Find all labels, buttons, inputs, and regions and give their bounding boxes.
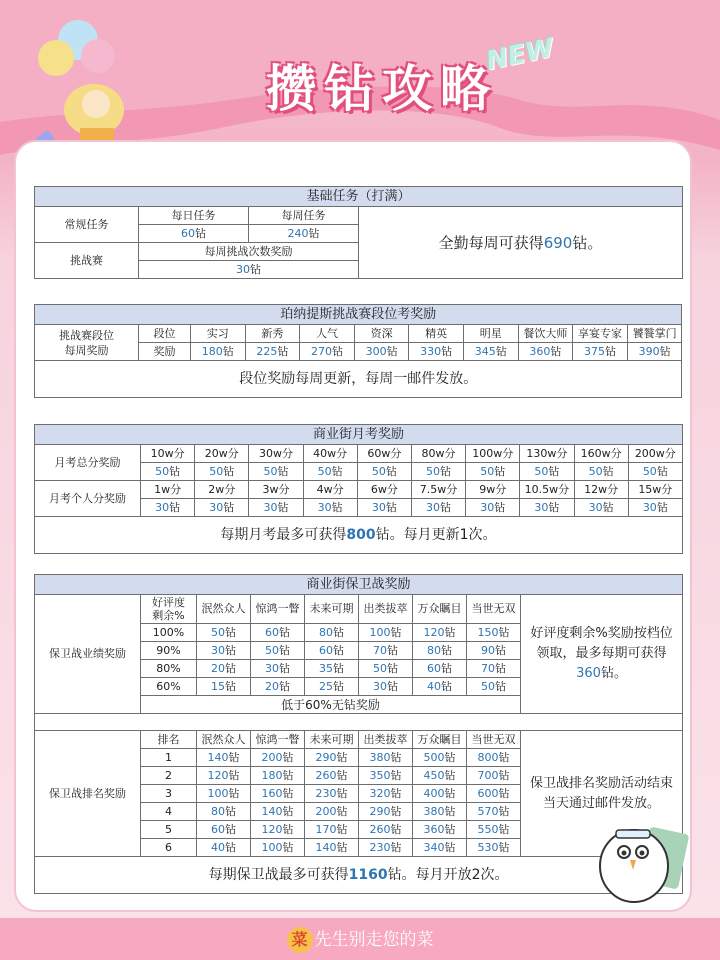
rank-col-label: 段位 (139, 325, 191, 343)
rank-reward: 200钻 (251, 749, 305, 767)
rank-reward: 380钻 (413, 803, 467, 821)
perf-reward: 60钻 (251, 624, 305, 642)
rank-reward: 360钻 (518, 343, 573, 361)
rank-reward: 530钻 (467, 839, 521, 857)
perf-reward: 70钻 (467, 660, 521, 678)
rank-reward: 390钻 (627, 343, 682, 361)
rank-reward: 80钻 (197, 803, 251, 821)
weekly-tasks-label: 每周任务 (249, 207, 359, 225)
rank-reward: 600钻 (467, 785, 521, 803)
personal-score: 6w分 (357, 481, 411, 499)
challenge-label: 挑战赛 (35, 243, 139, 279)
rank-reward: 140钻 (251, 803, 305, 821)
total-score: 20w分 (195, 445, 249, 463)
page-title: 攒钻攻略 (266, 60, 498, 118)
defense-rank-tier: 万众瞩目 (413, 731, 467, 749)
total-score: 80w分 (411, 445, 465, 463)
rank-reward: 400钻 (413, 785, 467, 803)
rank-tier: 餐饮大师 (518, 325, 573, 343)
total-score: 200w分 (628, 445, 682, 463)
rank-reward: 230钻 (359, 839, 413, 857)
new-tag: NEW (483, 33, 557, 77)
reward-col-label: 奖励 (139, 343, 191, 361)
rank-reward: 120钻 (251, 821, 305, 839)
personal-reward: 30钻 (466, 499, 520, 517)
total-reward: 50钻 (303, 463, 357, 481)
rank-reward: 180钻 (251, 767, 305, 785)
rank-reward: 230钻 (305, 785, 359, 803)
personal-score-label: 月考个人分奖励 (35, 481, 141, 517)
rank-reward: 345钻 (463, 343, 518, 361)
perf-reward: 80钻 (305, 624, 359, 642)
rank-reward: 350钻 (359, 767, 413, 785)
regular-tasks-label: 常规任务 (35, 207, 139, 243)
personal-reward: 30钻 (195, 499, 249, 517)
defense-rank-tier: 泯然众人 (197, 731, 251, 749)
perf-reward: 150钻 (467, 624, 521, 642)
defense-rank-tier: 惊鸿一瞥 (251, 731, 305, 749)
perf-reward: 25钻 (305, 678, 359, 696)
defense-heading: 商业街保卫战奖励 (35, 575, 683, 595)
rank-reward: 550钻 (467, 821, 521, 839)
total-score: 100w分 (466, 445, 520, 463)
personal-reward: 30钻 (411, 499, 465, 517)
perf-reward: 30钻 (251, 660, 305, 678)
basic-tasks-table (34, 186, 683, 279)
defense-tier: 当世无双 (467, 595, 521, 624)
total-score: 30w分 (249, 445, 303, 463)
basic-summary: 全勤每周可获得690钻。 (359, 207, 683, 279)
personal-score: 12w分 (574, 481, 628, 499)
perf-reward: 120钻 (413, 624, 467, 642)
personal-reward: 30钻 (249, 499, 303, 517)
perf-reward: 60钻 (305, 642, 359, 660)
defense-tier: 未来可期 (305, 595, 359, 624)
personal-score: 4w分 (303, 481, 357, 499)
monthly-exam-heading: 商业街月考奖励 (35, 425, 683, 445)
rate-header: 好评度 剩余% (141, 595, 197, 624)
defense-rank-tier: 出类拔萃 (359, 731, 413, 749)
rank-reward: 140钻 (197, 749, 251, 767)
rank-tier: 新秀 (245, 325, 300, 343)
total-reward: 50钻 (628, 463, 682, 481)
defense-rank-tier: 当世无双 (467, 731, 521, 749)
perf-reward: 30钻 (359, 678, 413, 696)
rank-reward: 300钻 (354, 343, 409, 361)
perf-reward: 50钻 (251, 642, 305, 660)
challenge-reward: 30钻 (139, 261, 359, 279)
rank-number: 6 (141, 839, 197, 857)
rate-value: 100% (141, 624, 197, 642)
rank-reward: 120钻 (197, 767, 251, 785)
defense-tier: 万众瞩目 (413, 595, 467, 624)
rank-number: 2 (141, 767, 197, 785)
rank-exam-heading: 珀纳提斯挑战赛段位考奖励 (35, 305, 682, 325)
total-reward: 50钻 (141, 463, 195, 481)
rank-reward: 225钻 (245, 343, 300, 361)
monthly-note: 每期月考最多可获得800钻。每月更新1次。 (35, 517, 683, 554)
rank-reward: 170钻 (305, 821, 359, 839)
defense-spacer (35, 714, 683, 731)
basic-tasks-heading: 基础任务（打满） (35, 187, 683, 207)
rank-tier: 资深 (354, 325, 409, 343)
rank-reward: 60钻 (197, 821, 251, 839)
rank-number: 4 (141, 803, 197, 821)
rank-tier: 实习 (191, 325, 246, 343)
rank-reward: 40钻 (197, 839, 251, 857)
defense-tier: 惊鸿一瞥 (251, 595, 305, 624)
personal-score: 10.5w分 (520, 481, 574, 499)
perf-reward: 20钻 (251, 678, 305, 696)
total-score-label: 月考总分奖励 (35, 445, 141, 481)
rank-reward: 200钻 (305, 803, 359, 821)
rank-reward: 380钻 (359, 749, 413, 767)
rank-reward: 500钻 (413, 749, 467, 767)
rank-reward: 700钻 (467, 767, 521, 785)
defense-tier: 出类拔萃 (359, 595, 413, 624)
perf-reward: 90钻 (467, 642, 521, 660)
rank-number: 3 (141, 785, 197, 803)
daily-tasks-label: 每日任务 (139, 207, 249, 225)
perf-reward: 15钻 (197, 678, 251, 696)
perf-reward: 50钻 (359, 660, 413, 678)
rank-reward: 290钻 (359, 803, 413, 821)
rank-reward: 260钻 (305, 767, 359, 785)
perf-reward: 50钻 (197, 624, 251, 642)
personal-score: 1w分 (141, 481, 195, 499)
rank-note: 段位奖励每周更新，每周一邮件发放。 (35, 361, 682, 398)
rank-reward: 320钻 (359, 785, 413, 803)
perf-reward: 80钻 (413, 642, 467, 660)
perf-label: 保卫战业绩奖励 (35, 595, 141, 714)
total-score: 10w分 (141, 445, 195, 463)
personal-reward: 30钻 (141, 499, 195, 517)
personal-reward: 30钻 (357, 499, 411, 517)
rank-reward: 450钻 (413, 767, 467, 785)
perf-footer: 低于60%无钻奖励 (141, 696, 521, 714)
perf-reward: 60钻 (413, 660, 467, 678)
perf-reward: 70钻 (359, 642, 413, 660)
rank-tier: 精英 (409, 325, 464, 343)
monthly-exam-table (34, 424, 683, 554)
perf-note: 好评度剩余%奖励按档位领取，最多每期可获得360钻。 (521, 595, 683, 714)
rank-exam-label: 挑战赛段位 每周奖励 (35, 325, 139, 361)
rank-reward: 340钻 (413, 839, 467, 857)
defense-rank-tier: 未来可期 (305, 731, 359, 749)
rank-tier: 人气 (300, 325, 355, 343)
personal-score: 7.5w分 (411, 481, 465, 499)
total-score: 60w分 (357, 445, 411, 463)
daily-reward: 60钻 (139, 225, 249, 243)
personal-reward: 30钻 (574, 499, 628, 517)
personal-score: 2w分 (195, 481, 249, 499)
defense-tier: 泯然众人 (197, 595, 251, 624)
total-score: 130w分 (520, 445, 574, 463)
footer (0, 926, 720, 954)
rank-reward: 270钻 (300, 343, 355, 361)
defense-rank-note: 保卫战排名奖励活动结束当天通过邮件发放。 (521, 731, 683, 857)
rank-reward: 100钻 (197, 785, 251, 803)
rate-value: 80% (141, 660, 197, 678)
rate-value: 90% (141, 642, 197, 660)
personal-reward: 30钻 (628, 499, 682, 517)
rank-reward: 260钻 (359, 821, 413, 839)
personal-score: 3w分 (249, 481, 303, 499)
perf-reward: 35钻 (305, 660, 359, 678)
rank-reward: 375钻 (573, 343, 628, 361)
challenge-count-label: 每周挑战次数奖励 (139, 243, 359, 261)
personal-reward: 30钻 (303, 499, 357, 517)
rank-number: 5 (141, 821, 197, 839)
rank-tier: 饕餮掌门 (627, 325, 682, 343)
rank-reward: 360钻 (413, 821, 467, 839)
rank-reward: 800钻 (467, 749, 521, 767)
rank-tier: 享宴专家 (573, 325, 628, 343)
perf-reward: 20钻 (197, 660, 251, 678)
personal-score: 15w分 (628, 481, 682, 499)
rank-tier: 明星 (463, 325, 518, 343)
personal-reward: 30钻 (520, 499, 574, 517)
rank-reward: 140钻 (305, 839, 359, 857)
rate-value: 60% (141, 678, 197, 696)
rank-reward: 180钻 (191, 343, 246, 361)
defense-rank-label: 保卫战排名奖励 (35, 731, 141, 857)
total-reward: 50钻 (466, 463, 520, 481)
defense-final-note: 每期保卫战最多可获得1160钻。每月开放2次。 (35, 857, 683, 894)
perf-reward: 40钻 (413, 678, 467, 696)
perf-reward: 30钻 (197, 642, 251, 660)
total-reward: 50钻 (411, 463, 465, 481)
perf-reward: 50钻 (467, 678, 521, 696)
mascot-illustration (586, 800, 696, 910)
rank-reward: 100钻 (251, 839, 305, 857)
rank-reward: 160钻 (251, 785, 305, 803)
rank-reward: 290钻 (305, 749, 359, 767)
total-score: 160w分 (574, 445, 628, 463)
total-reward: 50钻 (249, 463, 303, 481)
personal-score: 9w分 (466, 481, 520, 499)
total-reward: 50钻 (195, 463, 249, 481)
rank-number: 1 (141, 749, 197, 767)
total-reward: 50钻 (574, 463, 628, 481)
total-score: 40w分 (303, 445, 357, 463)
rank-header: 排名 (141, 731, 197, 749)
perf-reward: 100钻 (359, 624, 413, 642)
rank-reward: 570钻 (467, 803, 521, 821)
weekly-reward: 240钻 (249, 225, 359, 243)
footer-badge-icon: 菜 (287, 927, 313, 953)
rank-exam-table (34, 304, 682, 398)
total-reward: 50钻 (520, 463, 574, 481)
total-reward: 50钻 (357, 463, 411, 481)
rank-reward: 330钻 (409, 343, 464, 361)
footer-text: 先生别走您的菜 (314, 930, 434, 950)
